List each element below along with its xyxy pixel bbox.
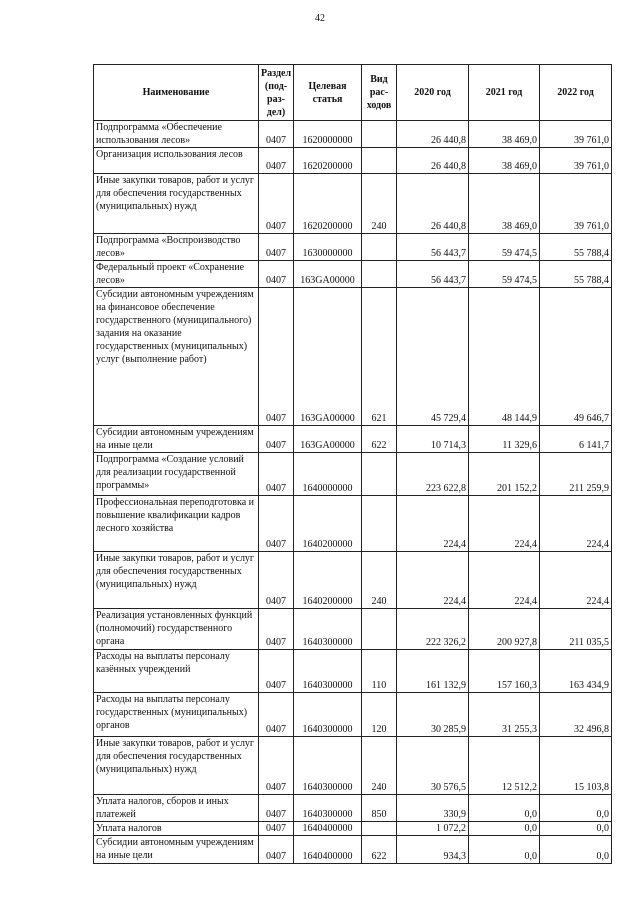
- row-amount-2022: 39 761,0: [540, 121, 612, 148]
- row-amount-2021: 0,0: [469, 836, 540, 864]
- row-name: Организация использования лесов: [94, 148, 259, 174]
- row-amount-2022: 0,0: [540, 795, 612, 822]
- row-section: 0407: [259, 148, 294, 174]
- row-amount-2020: 1 072,2: [397, 822, 469, 836]
- table-body: [94, 121, 612, 864]
- row-section: 0407: [259, 737, 294, 795]
- row-expense-type: [362, 453, 397, 496]
- row-name: Подпрограмма «Создание условий для реализации государственной программы»: [94, 453, 259, 496]
- row-section: 0407: [259, 426, 294, 453]
- table-row: [94, 795, 612, 822]
- row-target-article: 1620200000: [294, 148, 362, 174]
- row-section: 0407: [259, 174, 294, 234]
- row-name: Уплата налогов, сборов и иных платежей: [94, 795, 259, 822]
- table-row: [94, 234, 612, 261]
- row-amount-2020: 45 729,4: [397, 288, 469, 426]
- header-2020: 2020 год: [397, 65, 469, 121]
- row-amount-2022: 39 761,0: [540, 148, 612, 174]
- row-amount-2021: 31 255,3: [469, 693, 540, 737]
- row-amount-2022: 55 788,4: [540, 261, 612, 288]
- row-target-article: 1640300000: [294, 737, 362, 795]
- row-expense-type: 621: [362, 288, 397, 426]
- row-name: Расходы на выплаты персоналу государственных (муниципальных) органов: [94, 693, 259, 737]
- row-target-article: 1620000000: [294, 121, 362, 148]
- row-section: 0407: [259, 795, 294, 822]
- row-expense-type: [362, 822, 397, 836]
- table-header-row: [94, 65, 612, 121]
- row-amount-2021: 200 927,8: [469, 609, 540, 650]
- row-expense-type: 850: [362, 795, 397, 822]
- row-expense-type: [362, 234, 397, 261]
- row-name: Федеральный проект «Сохранение лесов»: [94, 261, 259, 288]
- row-amount-2022: 163 434,9: [540, 650, 612, 693]
- row-section: 0407: [259, 288, 294, 426]
- row-amount-2022: 0,0: [540, 836, 612, 864]
- table-row: [94, 737, 612, 795]
- row-name: Субсидии автономным учреждениям на финансовое обеспечение государственного (муниципального) задания на оказание государственных (муниципальных) услуг (выполнение работ): [94, 288, 259, 426]
- header-2022: 2022 год: [540, 65, 612, 121]
- row-section: 0407: [259, 822, 294, 836]
- row-target-article: 1620200000: [294, 174, 362, 234]
- row-name: Подпрограмма «Обеспечение использования лесов»: [94, 121, 259, 148]
- row-amount-2020: 934,3: [397, 836, 469, 864]
- row-amount-2020: 330,9: [397, 795, 469, 822]
- row-amount-2020: 161 132,9: [397, 650, 469, 693]
- row-target-article: 1630000000: [294, 234, 362, 261]
- row-amount-2022: 6 141,7: [540, 426, 612, 453]
- row-target-article: 1640300000: [294, 693, 362, 737]
- row-amount-2022: 211 035,5: [540, 609, 612, 650]
- row-section: 0407: [259, 609, 294, 650]
- row-name: Субсидии автономным учреждениям на иные цели: [94, 836, 259, 864]
- header-target: Целевая статья: [294, 65, 362, 121]
- row-amount-2022: 39 761,0: [540, 174, 612, 234]
- row-amount-2021: 157 160,3: [469, 650, 540, 693]
- row-name: Иные закупки товаров, работ и услуг для обеспечения государственных (муниципальных) нужд: [94, 552, 259, 609]
- row-expense-type: 240: [362, 174, 397, 234]
- row-section: 0407: [259, 234, 294, 261]
- row-amount-2022: 0,0: [540, 822, 612, 836]
- table-row: [94, 288, 612, 426]
- table-row: [94, 426, 612, 453]
- row-amount-2020: 30 285,9: [397, 693, 469, 737]
- row-amount-2022: 55 788,4: [540, 234, 612, 261]
- row-target-article: 1640300000: [294, 650, 362, 693]
- row-amount-2021: 12 512,2: [469, 737, 540, 795]
- table-row: [94, 174, 612, 234]
- header-2021: 2021 год: [469, 65, 540, 121]
- row-amount-2020: 30 576,5: [397, 737, 469, 795]
- table-row: [94, 693, 612, 737]
- row-amount-2022: 211 259,9: [540, 453, 612, 496]
- header-expense: Вид рас-ходов: [362, 65, 397, 121]
- row-target-article: 1640000000: [294, 453, 362, 496]
- table-row: [94, 552, 612, 609]
- table-row: [94, 609, 612, 650]
- row-amount-2020: 26 440,8: [397, 174, 469, 234]
- row-amount-2021: 11 329,6: [469, 426, 540, 453]
- row-expense-type: [362, 609, 397, 650]
- row-section: 0407: [259, 552, 294, 609]
- row-amount-2022: 224,4: [540, 552, 612, 609]
- row-name: Субсидии автономным учреждениям на иные цели: [94, 426, 259, 453]
- row-amount-2021: 59 474,5: [469, 261, 540, 288]
- row-amount-2020: 224,4: [397, 496, 469, 552]
- table-row: [94, 836, 612, 864]
- row-expense-type: 120: [362, 693, 397, 737]
- row-expense-type: [362, 496, 397, 552]
- row-name: Иные закупки товаров, работ и услуг для обеспечения государственных (муниципальных) нужд: [94, 737, 259, 795]
- row-target-article: 163GA00000: [294, 288, 362, 426]
- row-amount-2022: 32 496,8: [540, 693, 612, 737]
- header-section: Раздел (под-раз-дел): [259, 65, 294, 121]
- row-section: 0407: [259, 836, 294, 864]
- row-amount-2021: 224,4: [469, 552, 540, 609]
- row-amount-2020: 224,4: [397, 552, 469, 609]
- table-row: [94, 148, 612, 174]
- row-amount-2022: 224,4: [540, 496, 612, 552]
- row-amount-2020: 56 443,7: [397, 261, 469, 288]
- row-expense-type: [362, 261, 397, 288]
- row-name: Подпрограмма «Воспроизводство лесов»: [94, 234, 259, 261]
- row-amount-2020: 10 714,3: [397, 426, 469, 453]
- row-expense-type: 240: [362, 552, 397, 609]
- row-section: 0407: [259, 261, 294, 288]
- row-amount-2021: 38 469,0: [469, 174, 540, 234]
- row-expense-type: 622: [362, 836, 397, 864]
- row-amount-2020: 222 326,2: [397, 609, 469, 650]
- row-amount-2020: 223 622,8: [397, 453, 469, 496]
- row-target-article: 1640400000: [294, 822, 362, 836]
- row-target-article: 1640200000: [294, 496, 362, 552]
- table-row: [94, 650, 612, 693]
- row-section: 0407: [259, 693, 294, 737]
- row-name: Уплата налогов: [94, 822, 259, 836]
- table-row: [94, 496, 612, 552]
- row-amount-2021: 38 469,0: [469, 121, 540, 148]
- page-number: 42: [315, 13, 325, 24]
- row-target-article: 1640300000: [294, 795, 362, 822]
- row-section: 0407: [259, 496, 294, 552]
- row-section: 0407: [259, 453, 294, 496]
- header-name: Наименование: [94, 65, 259, 121]
- row-target-article: 1640200000: [294, 552, 362, 609]
- row-amount-2021: 59 474,5: [469, 234, 540, 261]
- row-target-article: 1640300000: [294, 609, 362, 650]
- row-target-article: 163GA00000: [294, 426, 362, 453]
- row-amount-2021: 0,0: [469, 795, 540, 822]
- row-name: Реализация установленных функций (полномочий) государственного органа: [94, 609, 259, 650]
- row-amount-2022: 15 103,8: [540, 737, 612, 795]
- row-amount-2021: 224,4: [469, 496, 540, 552]
- row-expense-type: [362, 121, 397, 148]
- row-amount-2021: 48 144,9: [469, 288, 540, 426]
- row-amount-2020: 26 440,8: [397, 148, 469, 174]
- row-expense-type: 240: [362, 737, 397, 795]
- row-target-article: 1640400000: [294, 836, 362, 864]
- row-name: Расходы на выплаты персоналу казённых учреждений: [94, 650, 259, 693]
- row-name: Иные закупки товаров, работ и услуг для обеспечения государственных (муниципальных) нужд: [94, 174, 259, 234]
- row-section: 0407: [259, 650, 294, 693]
- budget-table: [93, 64, 612, 864]
- row-amount-2021: 38 469,0: [469, 148, 540, 174]
- row-amount-2020: 26 440,8: [397, 121, 469, 148]
- row-section: 0407: [259, 121, 294, 148]
- row-expense-type: 622: [362, 426, 397, 453]
- row-amount-2022: 49 646,7: [540, 288, 612, 426]
- row-amount-2020: 56 443,7: [397, 234, 469, 261]
- row-target-article: 163GA00000: [294, 261, 362, 288]
- table-row: [94, 822, 612, 836]
- table-row: [94, 261, 612, 288]
- row-amount-2021: 201 152,2: [469, 453, 540, 496]
- row-expense-type: 110: [362, 650, 397, 693]
- row-amount-2021: 0,0: [469, 822, 540, 836]
- table-row: [94, 121, 612, 148]
- row-name: Профессиональная переподготовка и повышение квалификации кадров лесного хозяйства: [94, 496, 259, 552]
- table-row: [94, 453, 612, 496]
- row-expense-type: [362, 148, 397, 174]
